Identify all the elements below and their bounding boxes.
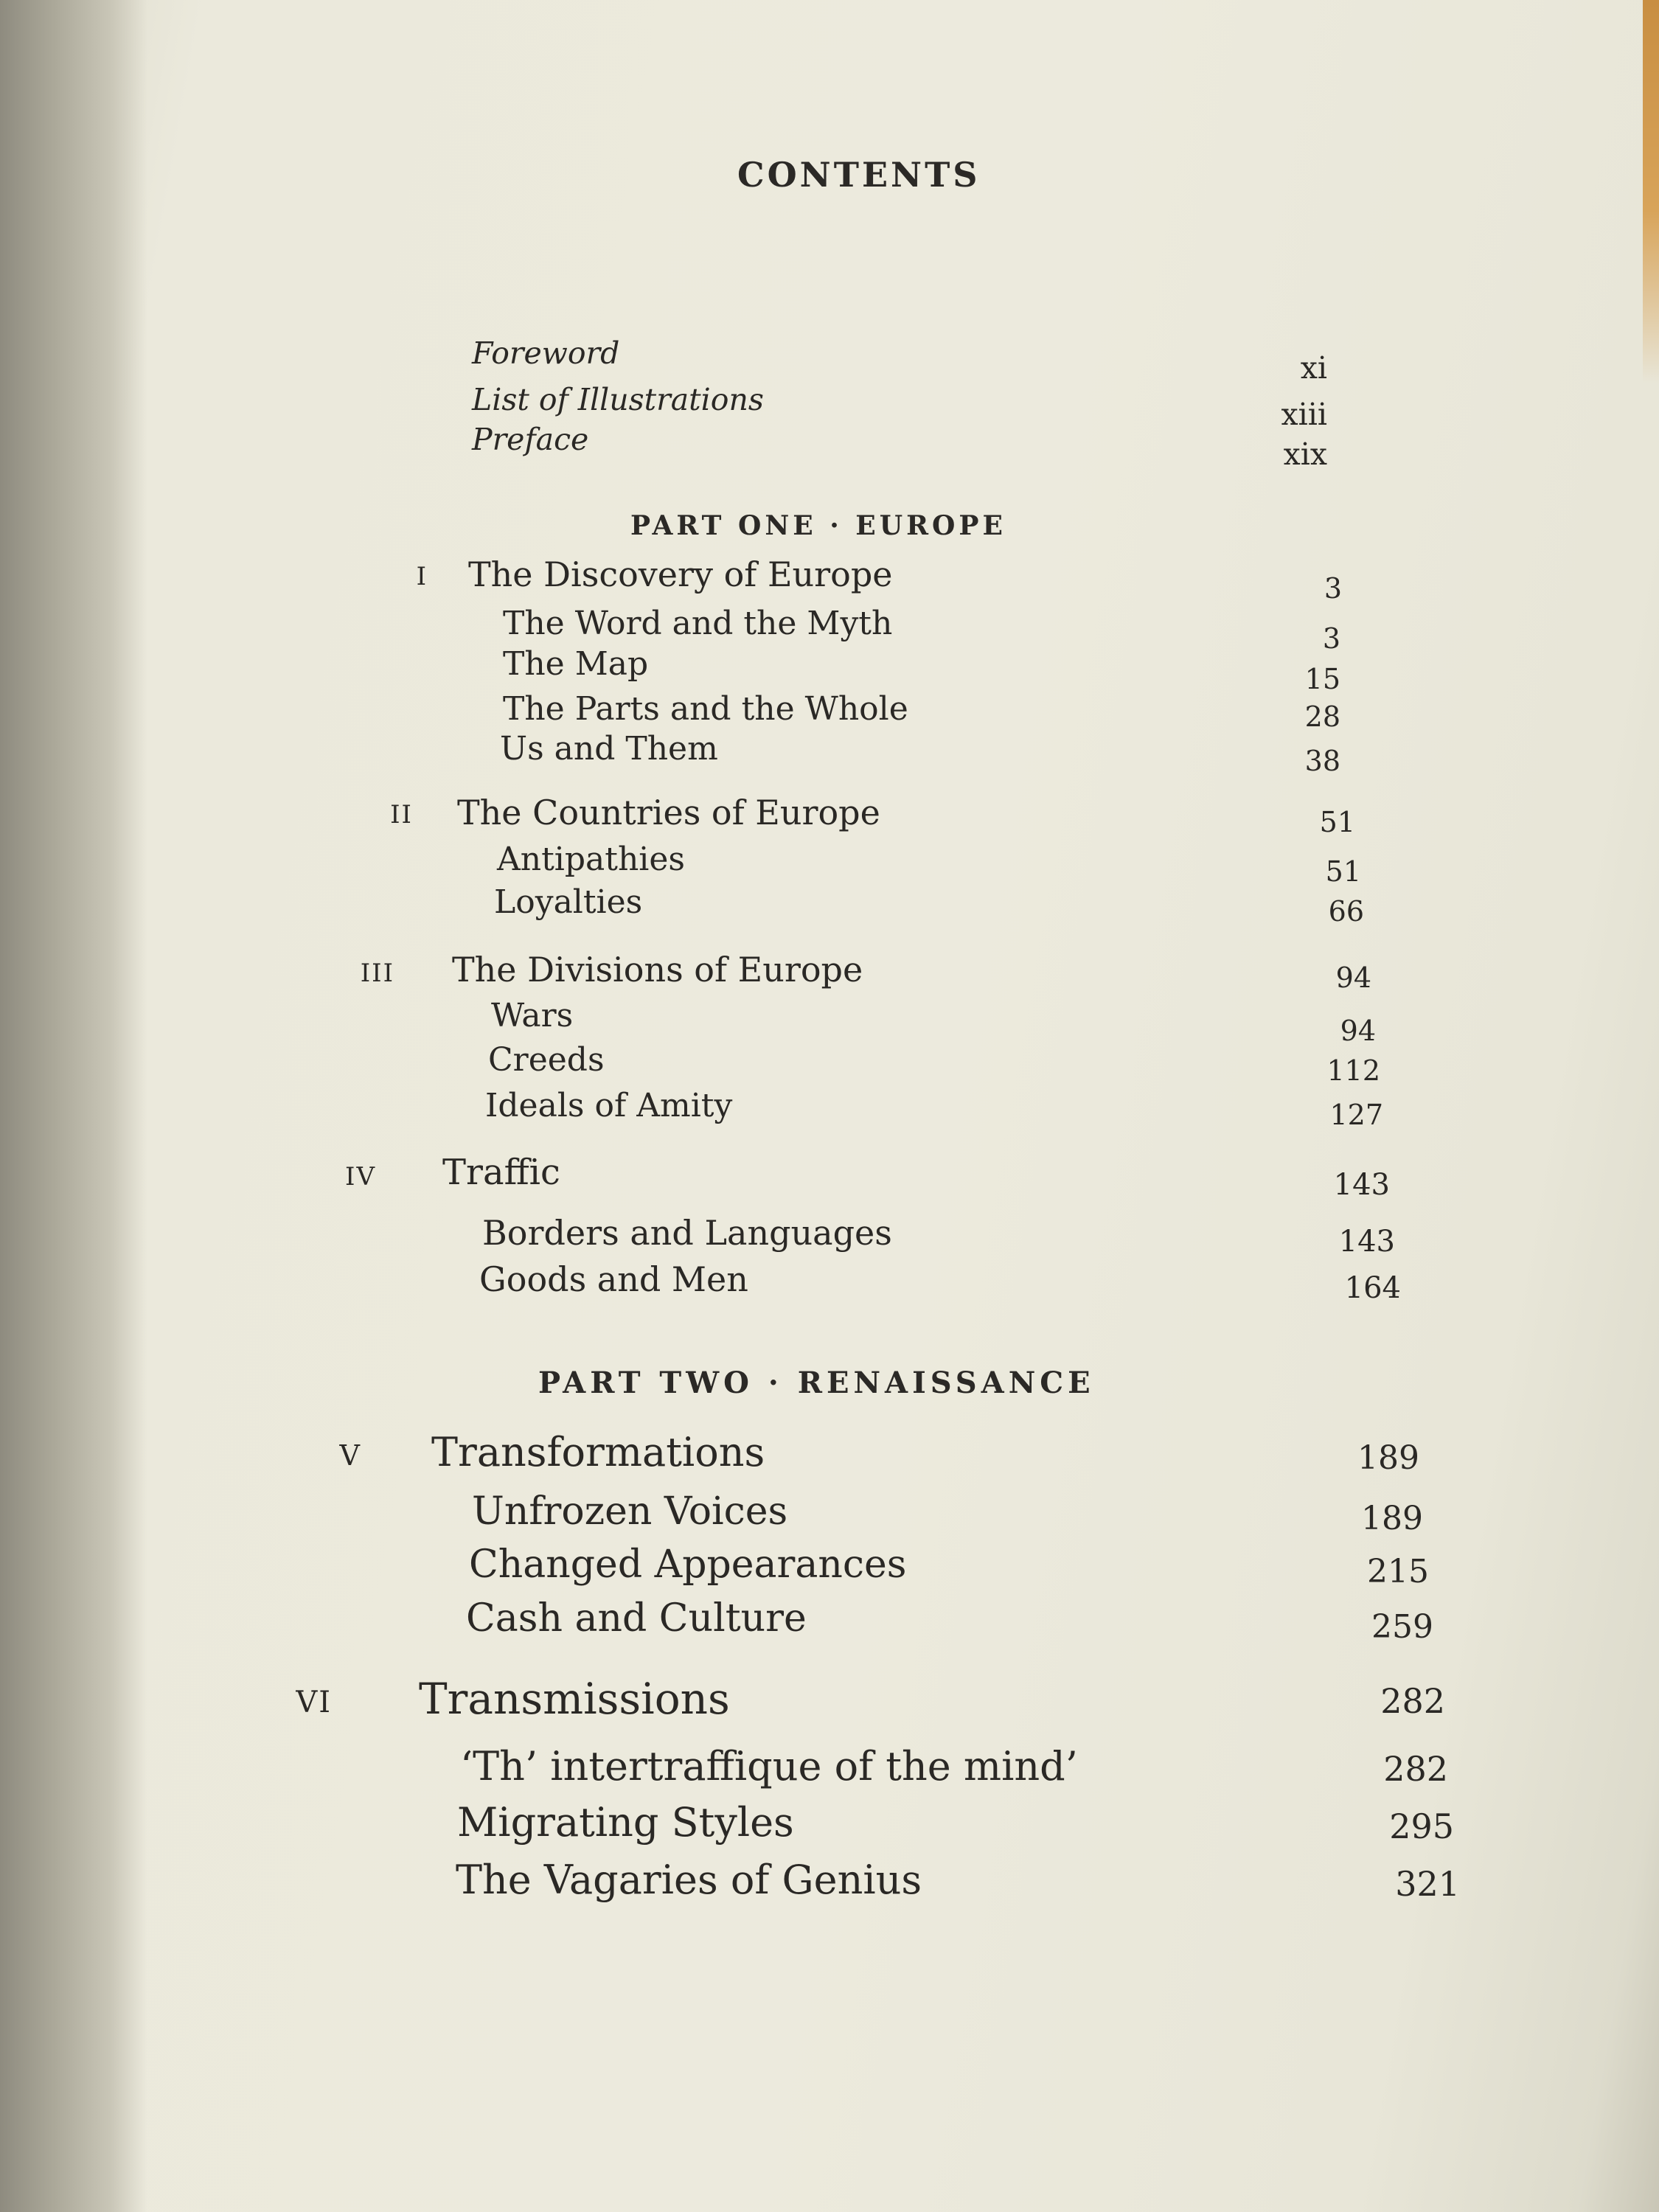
chapter-row — [369, 554, 1342, 605]
chapter-numeral: II — [390, 800, 413, 830]
chapter-numeral: IV — [345, 1162, 376, 1192]
section-row — [466, 1596, 1433, 1648]
chapter-page: 189 — [1357, 1439, 1419, 1477]
chapter-title: Transmissions — [419, 1674, 730, 1724]
chapter-numeral: I — [416, 562, 428, 591]
front-matter-foreword — [472, 335, 1327, 386]
section-row — [503, 690, 1340, 734]
section-title: Cash and Culture — [466, 1596, 807, 1641]
section-page: 94 — [1340, 1015, 1376, 1047]
section-title: Migrating Styles — [457, 1799, 794, 1846]
section-page: 66 — [1328, 895, 1364, 928]
front-matter-page: xiii — [1281, 397, 1327, 432]
section-title: The Map — [503, 645, 649, 683]
section-page: 127 — [1329, 1099, 1383, 1131]
chapter-numeral: VI — [296, 1686, 332, 1719]
section-row — [500, 730, 1340, 777]
chapter-page: 143 — [1333, 1168, 1390, 1202]
section-page: 15 — [1304, 663, 1340, 695]
section-title: Unfrozen Voices — [472, 1489, 788, 1534]
section-row — [503, 605, 1340, 655]
section-page: 164 — [1344, 1271, 1401, 1305]
part-heading: PART ONE · EUROPE — [630, 510, 1006, 541]
section-title: The Vagaries of Genius — [456, 1857, 922, 1903]
chapter-row — [302, 1429, 1419, 1481]
section-page: 282 — [1383, 1749, 1448, 1789]
chapter-row — [273, 1674, 1445, 1727]
front-matter-label: Preface — [472, 422, 589, 457]
front-matter-label: List of Illustrations — [472, 382, 764, 417]
section-title: Loyalties — [494, 883, 643, 921]
section-page: 215 — [1367, 1553, 1429, 1590]
page-title: CONTENTS — [737, 155, 981, 195]
section-row — [497, 841, 1361, 888]
front-matter-label: Foreword — [472, 335, 620, 371]
section-row — [460, 1743, 1448, 1796]
section-row — [503, 645, 1340, 695]
chapter-numeral: III — [360, 959, 394, 988]
front-matter-page: xi — [1300, 350, 1327, 386]
section-title: Changed Appearances — [469, 1543, 907, 1587]
section-row — [469, 1543, 1429, 1594]
section-page: 38 — [1304, 745, 1340, 777]
chapter-row — [317, 1152, 1390, 1202]
chapter-title: The Countries of Europe — [457, 793, 880, 832]
chapter-row — [335, 950, 1371, 994]
section-title: Goods and Men — [479, 1259, 748, 1299]
section-title: The Word and the Myth — [503, 605, 893, 642]
part-heading: PART TWO · RENAISSANCE — [538, 1366, 1095, 1400]
section-title: Creeds — [488, 1041, 605, 1079]
front-matter-preface — [472, 422, 1327, 472]
section-row — [456, 1857, 1460, 1910]
chapter-numeral: V — [339, 1439, 361, 1472]
section-page: 51 — [1325, 855, 1361, 888]
section-title: The Parts and the Whole — [503, 690, 908, 728]
section-page: 321 — [1395, 1864, 1460, 1904]
section-row — [482, 1213, 1395, 1257]
section-page: 112 — [1326, 1054, 1380, 1087]
chapter-page: 3 — [1324, 572, 1342, 605]
section-page: 259 — [1371, 1608, 1433, 1646]
section-title: Borders and Languages — [482, 1213, 892, 1253]
section-row — [494, 883, 1364, 928]
section-row — [472, 1489, 1423, 1541]
front-matter-page: xix — [1283, 437, 1327, 472]
chapter-row — [354, 793, 1355, 837]
chapter-page: 282 — [1380, 1681, 1445, 1721]
section-page: 3 — [1322, 622, 1340, 655]
chapter-title: The Discovery of Europe — [468, 554, 893, 594]
front-matter-illustrations — [472, 382, 1327, 432]
section-row — [485, 1087, 1383, 1131]
chapter-title: Transformations — [431, 1429, 765, 1475]
section-title: ‘Th’ intertraffique of the mind’ — [460, 1743, 1078, 1790]
chapter-title: The Divisions of Europe — [452, 950, 863, 990]
chapter-page: 51 — [1319, 806, 1355, 838]
section-page: 295 — [1389, 1806, 1454, 1846]
chapter-page: 94 — [1335, 961, 1371, 994]
section-page: 143 — [1338, 1225, 1395, 1259]
section-page: 28 — [1304, 700, 1340, 733]
section-row — [457, 1799, 1454, 1852]
section-row — [488, 1041, 1380, 1085]
section-title: Antipathies — [497, 841, 685, 878]
section-page: 189 — [1361, 1500, 1423, 1537]
section-row — [479, 1259, 1401, 1304]
section-title: Wars — [491, 997, 574, 1034]
chapter-title: Traffic — [442, 1152, 560, 1193]
section-title: Us and Them — [500, 730, 718, 768]
section-title: Ideals of Amity — [485, 1087, 733, 1124]
section-row — [491, 997, 1376, 1047]
